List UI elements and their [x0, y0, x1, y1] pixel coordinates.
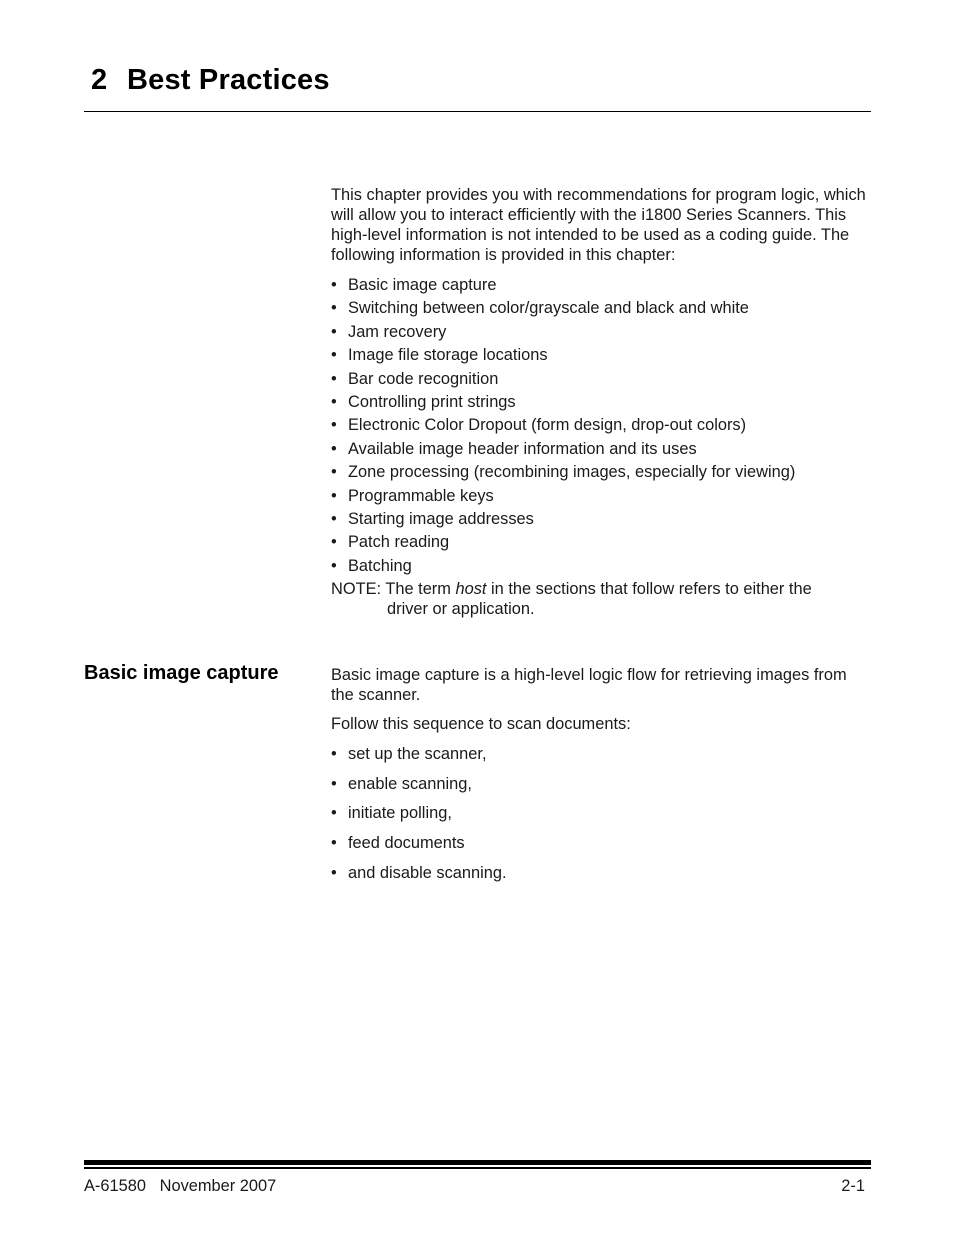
sequence-step: • initiate polling,: [331, 803, 871, 833]
footer-doc-id: A-61580 November 2007: [84, 1177, 277, 1195]
section-heading: Basic image capture: [84, 662, 279, 684]
intro-paragraph: This chapter provides you with recommendations for program logic, which will allow you to interact efficiently with the i1800 Series Scanners. This high-level information is not intended to be used as a coding guide. The following information is provided in this chapter:: [331, 186, 866, 264]
topic-item: • Basic image capture: [331, 275, 871, 298]
note-label: NOTE: The term: [331, 580, 456, 599]
topic-item: • Programmable keys: [331, 486, 871, 509]
footer-rule-thick: [84, 1160, 871, 1165]
note-text: in the sections that follow refers to either the: [486, 580, 812, 599]
sequence-step: • enable scanning,: [331, 774, 871, 804]
topic-item: • Starting image addresses: [331, 509, 871, 532]
topic-item: • Available image header information and its uses: [331, 439, 871, 462]
section-body: [331, 665, 871, 892]
topic-list: [331, 275, 871, 579]
title-divider: [84, 111, 871, 112]
topic-item: • Zone processing (recombining images, especially for viewing): [331, 462, 871, 485]
section-paragraph: Basic image capture is a high-level logic flow for retrieving images from the scanner.: [331, 666, 847, 704]
note: [331, 579, 871, 619]
sequence-step: • and disable scanning.: [331, 863, 871, 893]
topic-item: • Patch reading: [331, 532, 871, 555]
sequence-list: [331, 744, 871, 892]
topic-item: • Controlling print strings: [331, 392, 871, 415]
chapter-title-text: Best Practices: [127, 64, 330, 96]
sequence-step: • set up the scanner,: [331, 744, 871, 774]
topic-item: • Electronic Color Dropout (form design, drop-out colors): [331, 415, 871, 438]
topic-item: • Batching: [331, 556, 871, 579]
topic-item: • Image file storage locations: [331, 345, 871, 368]
footer-page-number: 2-1: [841, 1177, 865, 1195]
note-continuation: driver or application.: [387, 600, 535, 619]
section-lead-in: Follow this sequence to scan documents:: [331, 715, 631, 733]
sequence-step: • feed documents: [331, 833, 871, 863]
chapter-title: [91, 64, 330, 97]
topic-item: • Switching between color/grayscale and black and white: [331, 298, 871, 321]
note-emphasis: host: [455, 580, 487, 599]
footer-rule-thin: [84, 1167, 871, 1169]
topic-item: • Bar code recognition: [331, 369, 871, 392]
topic-item: • Jam recovery: [331, 322, 871, 345]
chapter-number: 2: [91, 64, 108, 96]
intro-block: [331, 185, 871, 619]
